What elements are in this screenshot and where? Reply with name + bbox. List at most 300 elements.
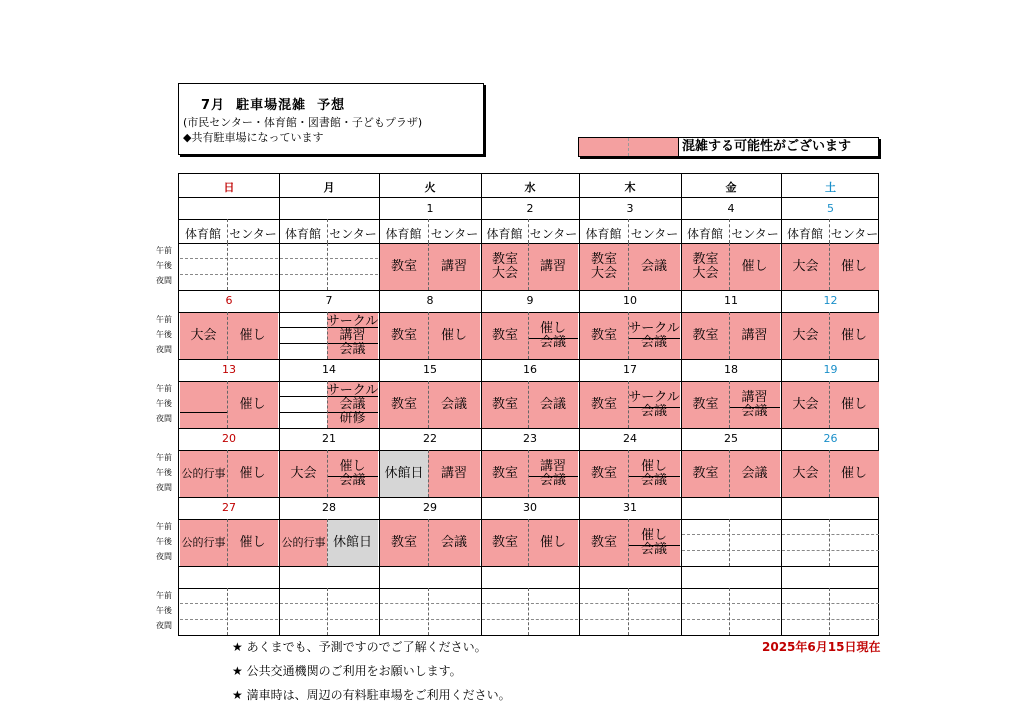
date-label: 6 [225,294,233,307]
date-label: 18 [724,363,738,376]
date-label: 20 [222,432,236,445]
row-divider [179,290,878,291]
event-text: 教室 [692,328,719,343]
event-center [428,244,480,290]
row-divider [179,497,878,498]
time-slot-label: 午後 [156,261,172,270]
event-center [628,313,680,359]
facility-divider [227,312,228,359]
event-center [628,382,680,428]
facility-header-gym: 体育館 [585,227,622,241]
legend [578,137,879,157]
event-text: 公的行事 [181,467,226,480]
slot-divider [280,327,327,328]
event-text: 大会 [190,328,217,343]
event-center [528,520,578,566]
event-center [829,313,879,359]
facility-divider [829,381,830,428]
event-gym [580,313,628,359]
event-text: 催し [239,397,266,412]
time-slot-label: 夜間 [156,621,172,630]
facility-header-gym: 体育館 [184,227,221,241]
time-slot-label: 午前 [156,384,172,393]
page-title: 7月 駐車場混雑 予想 [201,98,346,113]
facility-divider [227,219,228,243]
event-text: 大会 [491,266,518,281]
event-text: 講習 [539,259,566,274]
facility-divider [227,588,228,635]
facility-divider [528,588,529,635]
event-text: 教室 [390,328,417,343]
event-text: 大会 [792,466,819,481]
time-slot-label: 午前 [156,591,172,600]
event-text: 公的行事 [281,536,326,549]
date-label: 2 [526,202,534,215]
slot-divider [782,603,879,604]
facility-divider [327,381,328,428]
event-gym [682,382,729,428]
slot-divider [682,534,780,535]
event-text: 教室 [491,535,518,550]
event-gym [180,313,227,359]
facility-header-center: センター [430,227,479,241]
event-center [227,382,278,428]
event-text: 催し [741,259,768,274]
event-text: 会議 [640,542,667,557]
event-gym [482,382,528,428]
event-gym [782,313,829,359]
facility-header-center: センター [630,227,679,241]
column-divider [481,174,482,635]
event-gym [482,244,528,290]
facility-header-center: センター [731,227,779,241]
event-text: 催し [239,466,266,481]
event-text: 講習 [339,328,366,343]
event-gym [380,451,428,497]
event-text: 講習 [741,328,768,343]
slot-divider [280,274,378,275]
facility-header-gym: 体育館 [686,227,723,241]
event-gym [380,313,428,359]
time-slot-label: 夜間 [156,414,172,423]
event-text: サークル [326,383,379,398]
event-center [327,451,378,497]
event-center [628,244,680,290]
event-gym [782,244,829,290]
date-label: 27 [222,501,236,514]
event-text: 教室 [692,397,719,412]
facility-divider [729,588,730,635]
slot-divider [782,619,879,620]
busy-cell [180,382,227,412]
column-divider [579,174,580,635]
event-text: 大会 [792,259,819,274]
facility-divider [628,219,629,243]
time-slot-label: 午前 [156,246,172,255]
facility-divider [729,450,730,497]
event-text: サークル [628,321,680,336]
event-gym [580,451,628,497]
event-text: 教室 [491,252,518,267]
event-text: 教室 [390,259,417,274]
event-text: 大会 [792,397,819,412]
slot-divider [628,338,680,339]
date-label: 1 [426,202,434,215]
facility-divider [628,312,629,359]
slot-divider [482,619,578,620]
date-label: 19 [823,363,838,376]
slot-divider [628,545,680,546]
event-text: 催し [339,459,366,474]
facility-divider [528,450,529,497]
event-center [428,382,480,428]
facility-divider [729,519,730,566]
slot-divider [327,396,378,397]
event-text: 休館日 [384,466,424,481]
slot-divider [528,476,578,477]
time-slot-label: 午前 [156,315,172,324]
event-center [829,382,879,428]
facilities-text: (市民センター・体育館・図書館・子どもプラザ) [183,116,423,129]
facility-divider [829,243,830,290]
slot-divider [580,603,680,604]
event-gym [280,520,327,566]
event-text: 教室 [692,252,719,267]
slot-divider [482,603,578,604]
date-label: 12 [823,294,838,307]
event-gym [482,313,528,359]
event-center [729,451,780,497]
date-label: 13 [222,363,236,376]
facility-divider [428,450,429,497]
event-gym [782,451,829,497]
event-text: 会議 [741,404,768,419]
slot-divider [327,476,378,477]
weekday-header: 火 [424,181,436,194]
time-slot-label: 午後 [156,537,172,546]
facility-divider [327,588,328,635]
weekday-header: 月 [323,181,335,194]
event-text: 大会 [590,266,617,281]
facility-header-gym: 体育館 [786,227,823,241]
event-text: 講習 [539,459,566,474]
date-label: 14 [322,363,336,376]
event-gym [682,451,729,497]
facility-divider [227,381,228,428]
event-text: 教室 [590,397,617,412]
time-slot-label: 午前 [156,522,172,531]
event-center [428,313,480,359]
slot-divider [180,274,278,275]
weekday-header: 木 [624,181,636,194]
facility-divider [528,243,529,290]
event-text: 催し [840,397,867,412]
date-label: 11 [724,294,738,307]
event-text: 教室 [590,328,617,343]
slot-divider [327,343,378,344]
date-label: 29 [423,501,437,514]
calendar-grid [178,173,879,636]
event-text: 会議 [539,397,566,412]
date-label: 24 [623,432,637,445]
facility-divider [327,519,328,566]
event-center [528,244,578,290]
event-text: 教室 [590,252,617,267]
event-center [327,520,378,566]
event-center [829,451,879,497]
event-text: 催し [640,459,667,474]
slot-divider [180,412,227,413]
event-text: 催し [840,259,867,274]
date-label: 10 [623,294,637,307]
event-gym [380,244,428,290]
slot-divider [580,619,680,620]
weekday-header: 日 [223,181,235,194]
slot-divider [280,603,378,604]
row-divider [179,566,878,567]
time-slot-label: 午後 [156,606,172,615]
event-text: 会議 [640,259,667,274]
event-center [227,313,278,359]
facility-header-gym: 体育館 [486,227,523,241]
date-label: 16 [523,363,537,376]
date-label: 26 [823,432,838,445]
event-text: 催し [840,328,867,343]
facility-divider [528,519,529,566]
facility-divider [428,219,429,243]
event-text: 大会 [692,266,719,281]
event-text: 教室 [491,328,518,343]
event-gym [482,451,528,497]
event-center [528,451,578,497]
event-text: サークル [628,390,680,405]
event-text: 教室 [390,397,417,412]
event-text: 会議 [640,335,667,350]
event-center [729,244,780,290]
event-text: 会議 [339,342,366,357]
event-center [729,313,780,359]
event-gym [180,520,227,566]
date-label: 15 [423,363,437,376]
slot-divider [729,407,780,408]
time-slot-label: 夜間 [156,483,172,492]
event-center [327,313,378,359]
time-slot-label: 夜間 [156,345,172,354]
time-slot-label: 午後 [156,468,172,477]
event-text: 研修 [339,411,366,426]
event-text: 会議 [640,473,667,488]
event-text: 会議 [539,335,566,350]
weekday-header: 水 [524,181,536,194]
event-gym [482,520,528,566]
facility-divider [829,312,830,359]
event-text: 大会 [290,466,317,481]
facility-header-center: センター [229,227,277,241]
date-label: 25 [724,432,738,445]
time-slot-label: 夜間 [156,276,172,285]
facility-divider [729,219,730,243]
event-text: 催し [640,528,667,543]
slot-divider [280,396,327,397]
title-box [178,83,484,155]
row-divider [179,635,878,636]
date-label: 21 [322,432,336,445]
facility-header-center: センター [329,227,377,241]
weekday-header: 土 [825,181,836,194]
column-divider [681,174,682,635]
facility-divider [528,312,529,359]
column-divider [379,174,380,635]
row-divider [179,359,878,360]
facility-divider [729,312,730,359]
facility-divider [829,219,830,243]
event-text: 教室 [390,535,417,550]
legend-swatch [629,138,679,156]
event-gym [180,451,227,497]
event-text: 教室 [692,466,719,481]
time-slot-label: 午後 [156,399,172,408]
slot-divider [180,619,278,620]
event-center [428,520,480,566]
event-text: 催し [239,328,266,343]
event-text: 会議 [640,404,667,419]
facility-divider [227,243,228,290]
event-gym [682,313,729,359]
facility-divider [628,519,629,566]
slot-divider [327,327,378,328]
slot-divider [528,338,578,339]
date-label: 7 [325,294,333,307]
facility-divider [428,381,429,428]
facility-divider [428,243,429,290]
facility-divider [628,450,629,497]
row-divider [179,197,878,198]
date-label: 4 [727,202,735,215]
slot-divider [180,603,278,604]
slot-divider [782,534,879,535]
slot-divider [327,412,378,413]
event-center [227,451,278,497]
weekday-header: 金 [725,181,737,194]
date-label: 17 [623,363,637,376]
facility-divider [327,450,328,497]
event-text: 教室 [491,466,518,481]
event-center [528,313,578,359]
event-text: 催し [239,535,266,550]
event-text: 講習 [440,259,467,274]
slot-divider [180,258,278,259]
event-text: 大会 [792,328,819,343]
slot-divider [280,619,378,620]
facility-divider [227,450,228,497]
event-gym [380,382,428,428]
event-text: 催し [539,321,566,336]
event-text: 休館日 [332,535,372,550]
facility-header-gym: 体育館 [385,227,422,241]
event-text: 講習 [440,466,467,481]
facility-divider [327,243,328,290]
event-text: 教室 [590,535,617,550]
slot-divider [682,619,780,620]
event-text: 会議 [440,397,467,412]
facility-divider [528,381,529,428]
event-gym [380,520,428,566]
date-label: 28 [322,501,336,514]
date-label: 9 [526,294,534,307]
facility-divider [829,450,830,497]
event-text: 会議 [539,473,566,488]
facility-header-center: センター [830,227,879,241]
note-item: ★ あくまでも、予測ですのでご了解ください。 [232,640,487,654]
event-text: 教室 [491,397,518,412]
event-center [628,451,680,497]
legend-label: 混雑する可能性がございます [682,139,852,154]
slot-divider [782,550,879,551]
event-center [628,520,680,566]
date-label: 3 [626,202,634,215]
event-center [528,382,578,428]
event-center [227,520,278,566]
facility-divider [227,519,228,566]
facility-divider [327,219,328,243]
event-center [829,244,879,290]
date-label: 5 [827,202,834,215]
slot-divider [682,603,780,604]
note-item: ★ 公共交通機関のご利用をお願いします。 [232,664,462,678]
facility-divider [628,243,629,290]
note-item: ★ 満車時は、周辺の有料駐車場をご利用ください。 [232,688,511,702]
time-slot-label: 午後 [156,330,172,339]
time-slot-label: 夜間 [156,552,172,561]
event-text: 催し [539,535,566,550]
as-of-date: 2025年6月15日現在 [762,640,881,654]
facility-divider [829,519,830,566]
date-label: 31 [623,501,637,514]
facility-divider [428,519,429,566]
event-text: 講習 [741,390,768,405]
slot-divider [628,407,680,408]
date-label: 30 [523,501,537,514]
event-center [729,382,780,428]
slot-divider [380,603,480,604]
slot-divider [280,258,378,259]
facility-divider [327,312,328,359]
slot-divider [280,412,327,413]
facility-divider [628,381,629,428]
shared-parking-note: ◆共有駐車場になっています [183,131,324,144]
facility-divider [528,219,529,243]
facility-divider [729,243,730,290]
slot-divider [380,619,480,620]
event-gym [580,244,628,290]
event-text: サークル [326,314,379,329]
event-text: 会議 [339,397,366,412]
event-text: 公的行事 [181,536,226,549]
facility-divider [628,588,629,635]
time-slot-label: 午前 [156,453,172,462]
event-gym [580,520,628,566]
event-text: 催し [440,328,467,343]
slot-divider [280,343,327,344]
event-center [428,451,480,497]
event-text: 会議 [440,535,467,550]
event-center [327,382,378,428]
slot-divider [682,550,780,551]
date-label: 22 [423,432,437,445]
facility-header-gym: 体育館 [284,227,321,241]
event-gym [782,382,829,428]
facility-divider [829,588,830,635]
